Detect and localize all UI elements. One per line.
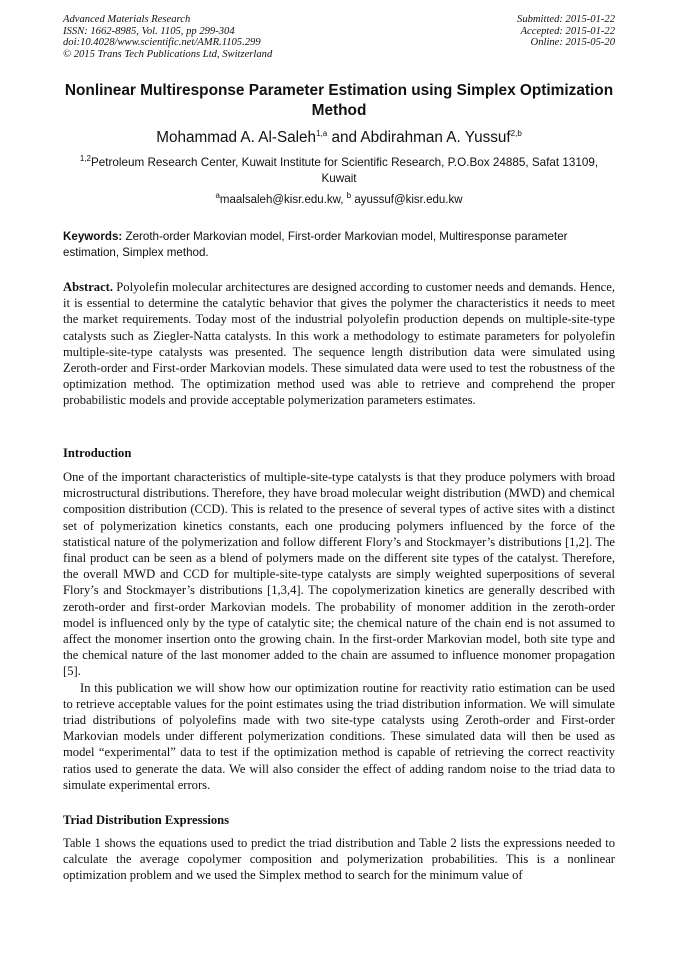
author-line [63,129,615,147]
email-a: maalsaleh@kisr.edu.kw [219,194,341,206]
triad-paragraph: Table 1 shows the equations used to predict the triad distribution and Table 2 lists the expressions needed to calculate the average copolymer composition and polymerization probabilities. This is a nonlinear optimization problem and we used the Simplex method to search for the minimum value of [63,836,615,883]
online-date: Online: 2015-05-20 [530,37,615,49]
author-2-affiliation-marker: 2,b [510,128,522,138]
keywords-block [63,229,615,260]
keywords-label: Keywords: [63,230,123,243]
email-a-marker: a [215,191,220,201]
author-1: Mohammad A. Al-Saleh [156,129,317,146]
journal-issn: ISSN: 1662-8985, Vol. 1105, pp 299-304 [63,25,235,37]
journal-doi: doi:10.4028/www.scientific.net/AMR.1105.299 [63,37,261,49]
introduction-paragraph-1: One of the important characteristics of multiple-site-type catalysts is that they produce polymers with broad microstructural distributions. Therefore, they have broad molecular weight distribution (MWD) and chemical composition distribution (CCD). This is related to the presence of several types of active sites with a distinct set of polymerization kinetics constants, each one producing polymers influenced by the force of the statistical nature of the polymerization and follow different Flory’s and Stockmayer’s distributions [1,2]. The final product can be seen as a blend of polymers made on the different site types of the catalyst. Therefore, the overall MWD and CCD for multiple-site-type catalysts are simply weighted superpositions of several Flory’s and Stockmayer’s distributions [1,3,4]. The copolymerization kinetics are generally described with zeroth-order and first-order Markovian models. The probability of monomer addition in the zeroth-order model is influenced only by the type of catalytic site; the chemical nature of the chain end is not assumed to affect the monomer insertion onto the growing chain. In the first-order Markovian model, both site type and the chemical nature of the last monomer added to the chain are assumed to influence monomer propagation [5]. [63,470,615,679]
abstract-text: Polyolefin molecular architectures are designed according to customer needs and demands. Hence, it is essential to determine the catalytic behavior that gives the polymer the characteristics it needs to meet the market requirements. Today most of the industrial polyolefin production depends on multiple-site-type catalysts such as Ziegler-Natta catalysts. In this work a methodology to estimate parameters for polyolefin multiple-site-type catalysts was presented. The sequence length distribution data were simulated using Zeroth-order and First-order Markovian models. These simulated data were used to test the robustness of the optimization method. The optimization method used was able to retrieve and comprehend the proper probabilistic models and provide acceptable polymerization parameters estimates. [63,280,615,408]
keywords-text: Zeroth-order Markovian model, First-order Markovian model, Multiresponse parameter estimation, Simplex method. [63,230,568,259]
affiliation [63,155,615,187]
journal-header-right [517,14,615,49]
affiliation-marker: 1,2 [79,154,91,164]
author-emails: $^a$maalsaleh@kisr.edu.kw, $^b$ ayussuf@kisr.edu.kw [215,191,463,206]
email-b: ayussuf@kisr.edu.kw [354,194,463,206]
author-1-affiliation-marker: 1,a [316,128,328,138]
accepted-date: Accepted: 2015-01-22 [520,25,615,37]
submitted-date: Submitted: 2015-01-22 [517,14,615,25]
abstract-block [63,279,615,409]
journal-copyright: © 2015 Trans Tech Publications Ltd, Switzerland [63,48,273,60]
introduction-heading: Introduction [63,446,132,460]
abstract-label: Abstract. [63,280,114,294]
affiliation-text: Petroleum Research Center, Kuwait Institute for Scientific Research, P.O.Box 24885, Safat 13109, Kuwait [90,156,599,185]
email-b-marker: b [346,191,352,201]
author-2: Abdirahman A. Yussuf [360,129,511,146]
introduction-section [63,469,615,793]
triad-heading: Triad Distribution Expressions [63,813,230,827]
paper-title: Nonlinear Multiresponse Parameter Estimation using Simplex Optimization Method [64,82,614,119]
journal-name: Advanced Materials Research [63,14,191,25]
journal-header-left [63,14,272,60]
introduction-paragraph-2: In this publication we will show how our optimization routine for reactivity ratio estimation can be used to retrieve acceptable values for the point estimates using the triad distribution information. We will simulate triad distributions of polyolefins made with two site-type catalysts using Zeroth-order and First-order Markovian models under different polymerization conditions. These simulated data will then be used as model “experimental” data to test if the optimization method is capable of retrieving the correct reactivity ratios used to generate the data. We will also consider the effect of adding random noise to the triad data to simulate experimental errors. [63,680,615,792]
author-connector: and [327,129,361,146]
